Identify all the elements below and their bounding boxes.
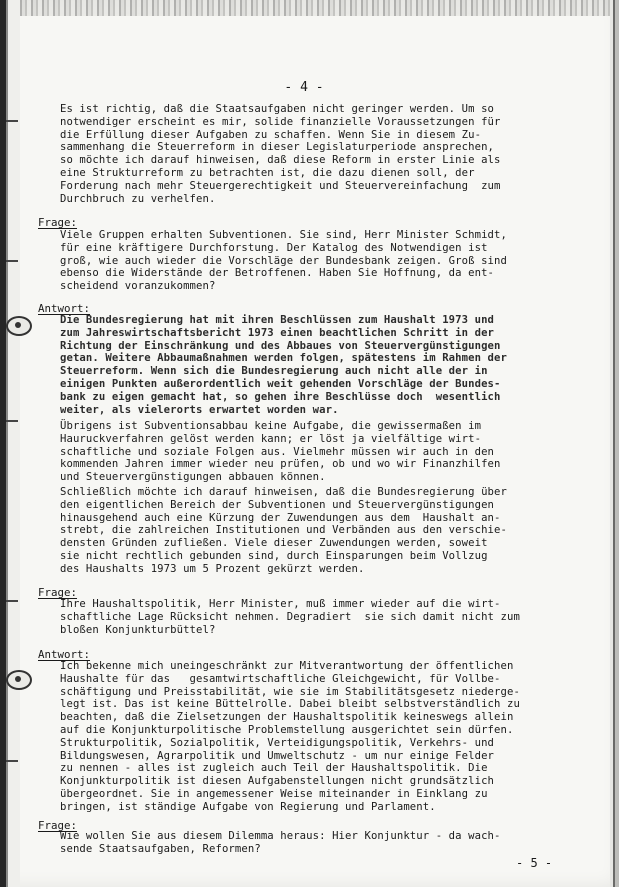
section-heading-frage: Frage: [38,819,78,832]
punch-hole-icon [6,316,32,336]
section-heading-antwort: Antwort: [38,648,91,661]
section-heading-frage: Frage: [38,216,78,229]
paragraph: Es ist richtig, daß die Staatsaufgaben nicht geringer werden. Um so notwendiger erscheint es mir, solide finanzielle Voraussetzungen für die Erfüllung dieser Aufgaben zu schaffen. Wenn Sie in diesem Zu- sammenhang die Steuerreform in dieser Legislaturperiode ansprechen, so möchte ich darauf hinweisen, daß diese Reform in erster Linie als eine Strukturreform zu betrachten ist, die dazu dienen soll, der Forderung nach mehr Steuergerechtigkeit und Steuervereinfachung zum Durchbruch zu verhelfen. [60,103,501,205]
scan-noise-strip [20,0,619,16]
paragraph: Ich bekenne mich uneingeschränkt zur Mitverantwortung der öffentlichen Haushalte für das gesamtwirtschaftliche Gleichgewicht, für Vollbe- schäftigung und Preisstabilität, wie sie im Stabilitätsgesetz niederge- legt ist. Das ist keine Büttelrolle. Dabei bleibt selbstverständlich zu beachten, daß die Zielsetzungen der Haushaltspolitik keineswegs allein auf die Konjunkturpolitische Problemstellung ausgerichtet sein dürfen. Strukturpolitik, Sozialpolitik, Verteidigungspolitik, Verkehrs- und Bildungswesen, Agrarpolitik und Umweltschutz - um nur einige Felder zu nennen - alles ist zugleich auch Teil der Haushaltspolitik. Die Konjunkturpolitik ist diesen Aufgabenstellungen nicht grundsätzlich übergeordnet. Sie in angemessener Weise miteinander in Einklang zu bringen, ist ständige Aufgabe von Regierung und Parlament. [60,660,520,813]
scan-right-edge [610,0,619,887]
paragraph: Wie wollen Sie aus diesem Dilemma heraus: Hier Konjunktur - da wach- sende Staatsaufgaben, Reformen? [60,830,501,855]
paragraph: Die Bundesregierung hat mit ihren Beschlüssen zum Haushalt 1973 und zum Jahreswirtschaftsbericht 1973 einen beachtlichen Schritt in der Richtung der Einschränkung und des Abbaues von Steuervergünstigungen getan. Weitere Abbaumaßnahmen werden folgen, spätestens im Rahmen der Steuerreform. Wenn sich die Bundesregierung auch nicht alle der in einigen Punkten außerordentlich weit gehenden Vorschläge der Bundes- bank zu eigen gemacht hat, so gehen ihre Beschlüsse doch wesentlich weiter, als vielerorts erwartet worden war. [60,314,507,416]
paragraph: Übrigens ist Subventionsabbau keine Aufgabe, die gewissermaßen im Hauruckverfahren gelöst werden kann; er löst ja vielfältige wirt- schaftliche und soziale Folgen aus. Vielmehr müssen wir auch in den kommenden Jahren immer wieder neu prüfen, ob und wo wir Finanzhilfen und Steuervergünstigungen abbauen können. [60,420,501,484]
section-heading-frage: Frage: [38,586,78,599]
section-heading-antwort: Antwort: [38,302,91,315]
paragraph: Ihre Haushaltspolitik, Herr Minister, muß immer wieder auf die wirt- schaftliche Lage Rücksicht nehmen. Degradiert sie sich damit nicht zum bloßen Konjunkturbüttel? [60,598,520,636]
punch-hole-icon [6,670,32,690]
paragraph: Viele Gruppen erhalten Subventionen. Sie sind, Herr Minister Schmidt, für eine kräftigere Durchforstung. Der Katalog des Notwendigen ist groß, wie auch wieder die Vorschläge der Bundesbank zeigen. Groß sind ebenso die Widerstände der Betroffenen. Haben Sie Hoffnung, da ent- scheidend voranzukommen? [60,229,507,293]
scan-binding-edge [0,0,20,887]
page-number-bottom: - 5 - [516,856,553,870]
paragraph: Schließlich möchte ich darauf hinweisen, daß die Bundesregierung über den eigentlichen Bereich der Subventionen und Steuervergünstigungen hinausgehend auch eine Kürzung der Zuwendungen aus dem Haushalt an- strebt, die zahlreichen Institutionen und Verbänden aus den verschie- densten Gründen zufließen. Viele dieser Zuwendungen werden, soweit sie nicht rechtlich gebunden sind, durch Einsparungen beim Vollzug des Haushalts 1973 um 5 Prozent gekürzt werden. [60,486,507,575]
page-number-top: - 4 - [284,80,324,95]
